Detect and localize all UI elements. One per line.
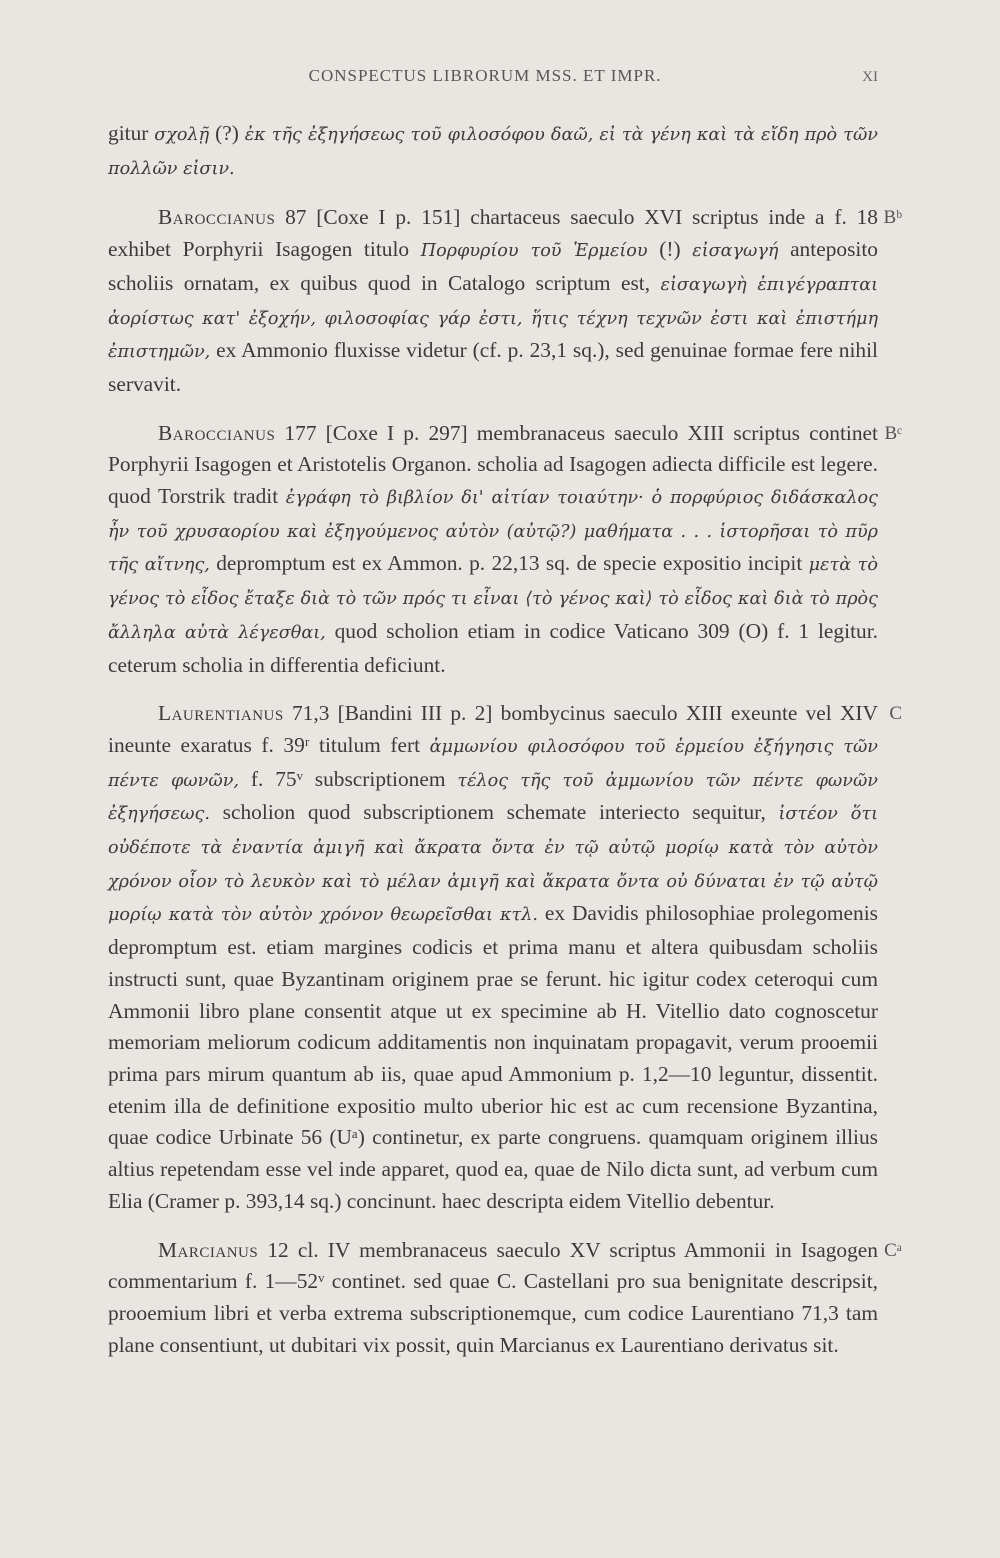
manuscript-name: Baroccianus	[158, 205, 276, 230]
text-run: scholion quod subscriptionem schemate interiecto sequitur,	[209, 800, 779, 825]
paragraph	[108, 1235, 902, 1362]
paragraph	[108, 202, 902, 400]
greek-quotation: ἐκ τῆς ἐξηγήσεως τοῦ φιλοσόφου δαῶ, εἰ τὰ γένη καὶ τὰ εἴδη πρὸ τῶν πολλῶν εἰσιν.	[108, 125, 878, 179]
text-run: f. 75ᵛ subscriptionem	[239, 766, 458, 791]
text-run: (?)	[209, 121, 245, 145]
greek-quotation: Πορφυρίου τοῦ Ἑρμείου	[420, 241, 648, 262]
page-number: XI	[862, 69, 878, 85]
page-header	[108, 66, 878, 86]
main-text	[108, 118, 902, 1361]
text-run: ex Ammonio fluxisse videtur (cf. p. 23,1 sq.), sed genuinae formae fere nihil servavit.	[108, 338, 878, 396]
margin-siglum: C	[889, 703, 902, 725]
margin-siglum: Bᶜ	[884, 422, 902, 444]
manuscript-name: Laurentianus	[158, 701, 284, 726]
paragraph	[108, 418, 902, 682]
running-title: CONSPECTUS LIBRORUM MSS. ET IMPR.	[308, 66, 662, 85]
manuscript-name: Marcianus	[158, 1237, 259, 1262]
text-run: ex Davidis philosophiae prolegomenis depromptum est. etiam margines codicis et prima manu et altera quibusdam scholiis instructi sunt, quae Byzantinam originem prae se ferunt. hic igitur codex ceteroqui cum Ammonii libro plane consentit atque ut ex specimine ab H. Vitellio dato cognoscetur memoriam meliorum codicum additamentis non inquinatam propagavit, verum prooemii prima pars mirum quantum ab iis, quae apud Ammonium p. 1,2—10 leguntur, dissentit. etenim illa de definitione expositio multo uberior hic est ac cum recensione Byzantina, quae codice Urbinate 56 (Uᵃ) continetur, ex parte congruens. quamquam originem illius altius repetendam esse vel inde apparet, quod ea, quae de Nilo dicta sunt, ad verbum cum Elia (Cramer p. 393,14 sq.) concinunt. haec descripta eidem Vitellio debentur.	[108, 901, 879, 1213]
greek-quotation: εἰσαγωγὴ ἐπιγέγραπται ἀορίστως κατ' ἐξοχήν, φιλοσοφίας γάρ ἐστι, ἥτις τέχνη τεχνῶν ἐστι καὶ ἐπιστήμη ἐπιστημῶν,	[108, 274, 878, 363]
text-run: 87 [Coxe I p. 151] chartaceus saeculo XVI scriptus inde a f. 18 exhibet Porphyrii Isagogen titulo	[108, 205, 878, 262]
greek-quotation: ἐγράφη τὸ βιβλίον δι' αἰτίαν τοιαύτην· ὁ πορφύριος διδάσκαλος ἦν τοῦ χρυσαορίου καὶ ἐξηγούμενος αὐτὸν (αὐτῷ?) μαθήματα . . . ἱστορῆσαι τὸ πῦρ τῆς αἴτνης,	[108, 488, 878, 576]
text-run: depromptum est ex Ammon. p. 22,13 sq. de specie expositio incipit	[209, 551, 809, 576]
manuscript-name: Baroccianus	[158, 420, 276, 445]
text-run: anteposito scholiis ornatam, ex quibus quod in Catalogo scriptum est,	[108, 237, 878, 295]
margin-siglum: Cᵃ	[884, 1239, 902, 1261]
greek-quotation: ἀμμωνίου φιλοσόφου τοῦ ἑρμείου ἐξήγησις τῶν πέντε φωνῶν,	[108, 736, 878, 791]
text-run: (!)	[647, 237, 693, 262]
greek-quotation: μετὰ τὸ γένος τὸ εἶδος ἔταξε διὰ τὸ τῶν πρός τι εἶναι ⟨τὸ γένος καὶ⟩ τὸ εἶδος καὶ διὰ τὸ πρὸς ἄλληλα αὐτὰ λέγεσθαι,	[108, 555, 878, 643]
greek-quotation: ἰστέον ὅτι οὐδέποτε τὰ ἐναντία ἀμιγῆ καὶ ἄκρατα ὄντα ἐν τῷ αὐτῷ μορίῳ κατὰ τὸν αὐτὸν χρόνον οἷον τὸ λευκὸν καὶ τὸ μέλαν ἀμιγῆ καὶ ἄκρατα ὄντα οὐ δύναται ἐν τῷ αὐτῷ μορίῳ κατὰ τὸν αὐτὸν χρόνον θεωρεῖσθαι κτλ.	[108, 804, 879, 926]
margin-siglum: Bᵇ	[883, 207, 902, 229]
text-run: 71,3 [Bandini III p. 2] bombycinus saeculo XIII exeunte vel XIV ineunte exaratus f. 39ʳ titulum fert	[108, 701, 878, 757]
paragraph	[108, 698, 902, 1217]
paragraph	[108, 118, 878, 185]
text-run: quod scholion etiam in codice Vaticano 309 (O) f. 1 legitur. ceterum scholia in differentia deficiunt.	[108, 618, 878, 677]
greek-quotation: σχολῇ	[154, 125, 210, 145]
greek-quotation: εἰσαγωγή	[692, 241, 779, 262]
text-run: gitur	[108, 121, 155, 145]
text-run: 177 [Coxe I p. 297] membranaceus saeculo XIII scriptus continet Porphyrii Isagogen et Aristotelis Organon. scholia ad Isagogen adiecta difficile est legere. quod Torstrik tradit	[108, 420, 878, 509]
greek-quotation: τέλος τῆς τοῦ ἀμμωνίου τῶν πέντε φωνῶν ἐξηγήσεως.	[108, 770, 878, 825]
text-run: 12 cl. IV membranaceus saeculo XV scriptus Ammonii in Isagogen commentarium f. 1—52ᵛ continet. sed quae C. Castellani pro sua benignitate descripsit, prooemium libri et verba extrema subscriptionemque, cum codice Laurentiano 71,3 tam plane consentiunt, ut dubitari vix possit, quin Marcianus ex Laurentiano derivatus sit.	[108, 1237, 878, 1357]
